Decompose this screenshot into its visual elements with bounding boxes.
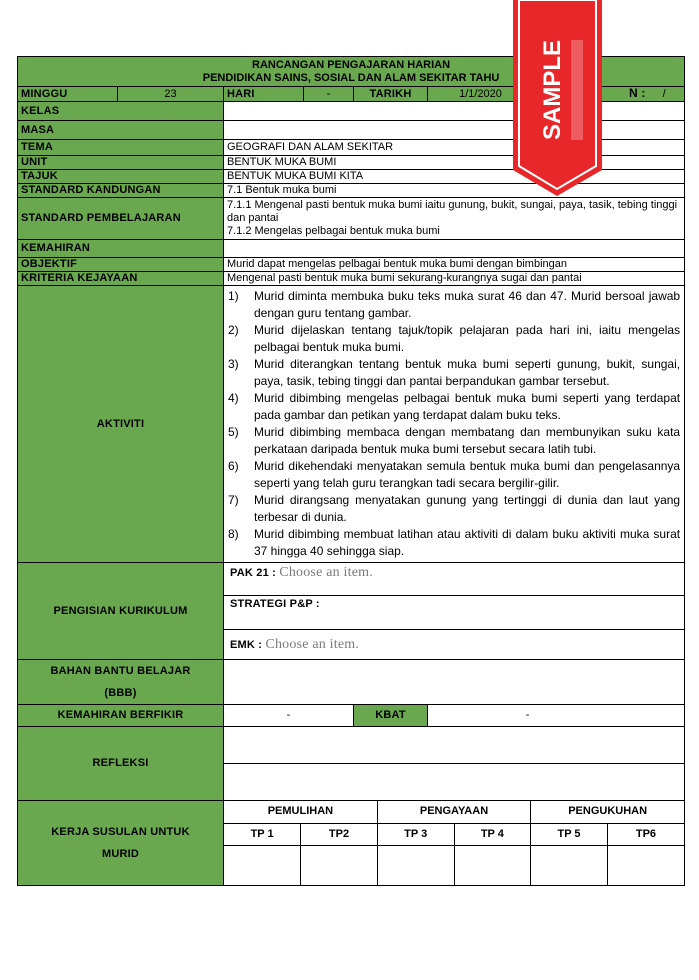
tp6-cell[interactable] [607,845,684,885]
standard-kandungan-label: STANDARD KANDUNGAN [18,184,224,198]
ribbon-shape [513,0,602,196]
pemulihan-header: PEMULIHAN [224,801,377,823]
aktiviti-list [224,286,684,562]
standard-pembelajaran-value[interactable] [224,198,685,240]
strategi-label: STRATEGI P&P : [230,598,320,610]
strategi-row[interactable] [224,596,685,630]
aktiviti-item-number: 6) [228,459,239,473]
aktiviti-item-number: 8) [228,527,239,541]
aktiviti-item-text: Murid dikehendaki menyatakan semula bentuk muka bumi dan pengelasannya seperti yang telah guru terangkan tadi secara bergilir-gilir. [254,459,681,490]
unit-label: UNIT [18,156,224,170]
tema-value[interactable]: GEOGRAFI DAN ALAM SEKITAR [224,140,685,156]
refleksi-label: REFLEKSI [18,727,224,801]
tp4-cell[interactable] [454,845,531,885]
tarikh-label: TARIKH [354,87,428,102]
aktiviti-item-text: Murid diminta membuka buku teks muka surat 46 dan 47. Murid bersoal jawab dengan guru tentang gambar. [254,289,681,320]
hari-value[interactable]: - [304,87,354,102]
aktiviti-item [228,322,680,356]
masa-short-value: / [662,88,666,100]
tp6-header: TP6 [607,823,684,845]
bbb-label-line2: (BBB) [104,687,137,699]
aktiviti-item-number: 1) [228,289,239,303]
aktiviti-item-number: 2) [228,323,239,337]
aktiviti-item-number: 4) [228,391,239,405]
minggu-label: MINGGU [18,87,118,102]
bbb-value[interactable] [224,660,685,705]
kerja-susulan-line1: KERJA SUSULAN UNTUK [51,826,190,838]
kelas-label: KELAS [18,102,224,121]
aktiviti-content[interactable] [224,286,685,563]
bbb-label [18,660,224,705]
tp3-cell[interactable] [377,845,454,885]
pengayaan-header: PENGAYAAN [377,801,530,823]
aktiviti-item-text: Murid dibimbing membaca dengan membatang dan membunyikan suku kata perkataan daripada bentuk muka bumi tersebut secara latih tubi. [254,425,681,456]
refleksi-value-1[interactable] [224,727,685,764]
objektif-label: OBJEKTIF [18,258,224,272]
pak21-label: PAK 21 : [230,567,277,579]
pengisian-kurikulum-label: PENGISIAN KURIKULUM [18,563,224,660]
aktiviti-item [228,390,680,424]
standard-kandungan-value[interactable]: 7.1 Bentuk muka bumi [224,184,685,198]
kemahiran-label: KEMAHIRAN [18,240,224,258]
aktiviti-item [228,492,680,526]
masa-value[interactable] [224,121,685,140]
emk-row[interactable] [224,630,685,660]
tp2-header: TP2 [301,823,378,845]
kemahiran-berfikir-value[interactable]: - [224,705,354,727]
aktiviti-item-text: Murid dirangsang menyatakan gunung yang tertinggi di dunia dan laut yang terbesar di dunia. [254,493,681,524]
kemahiran-berfikir-label: KEMAHIRAN BERFIKIR [18,705,224,727]
standard-pembelajaran-label: STANDARD PEMBELAJARAN [18,198,224,240]
tp5-header: TP 5 [531,823,608,845]
aktiviti-item [228,356,680,390]
kelas-value[interactable] [224,102,685,121]
kbat-label: KBAT [354,705,428,727]
objektif-value[interactable]: Murid dapat mengelas pelbagai bentuk muka bumi dengan bimbingan [224,258,685,272]
sample-ribbon [513,0,602,196]
refleksi-value-2[interactable] [224,764,685,801]
kerja-susulan-grid [224,801,685,886]
aktiviti-item-text: Murid dibimbing membuat latihan atau aktiviti di dalam buku aktiviti muka surat 37 hingga 40 sehingga siap. [254,527,681,558]
kerja-susulan-line2: MURID [101,848,140,860]
emk-label: EMK : [230,638,263,651]
tajuk-value[interactable]: BENTUK MUKA BUMI KITA [224,170,685,184]
aktiviti-item-text: Murid diterangkan tentang bentuk muka bumi seperti gunung, bukit, sungai, paya, tasik, tebing tinggi dan pantai berpandukan gambar tersebut. [254,357,681,388]
bbb-label-line1: BAHAN BANTU BELAJAR [50,665,191,677]
unit-value[interactable]: BENTUK MUKA BUMI [224,156,685,170]
aktiviti-item [228,288,680,322]
tajuk-label: TAJUK [18,170,224,184]
masa-label: MASA [18,121,224,140]
tp1-header: TP 1 [224,823,301,845]
kerja-susulan-label [18,801,224,886]
sp-item-1: 7.1.1 Mengenal pasti bentuk muka bumi iaitu gunung, bukit, sungai, paya, tasik, tebing tinggi dan pantai [227,199,678,224]
kriteria-value[interactable]: Mengenal pasti bentuk muka bumi sekurang-kurangnya sugai dan pantai [224,272,685,286]
pengukuhan-header: PENGUKUHAN [531,801,684,823]
aktiviti-item [228,458,680,492]
sample-watermark-text: SAMPLE [539,39,566,141]
pak21-dropdown[interactable]: Choose an item. [279,565,373,580]
hari-label: HARI [224,87,304,102]
tp-table [224,801,684,885]
tp3-header: TP 3 [377,823,454,845]
tp4-header: TP 4 [454,823,531,845]
tp5-cell[interactable] [531,845,608,885]
aktiviti-item-text: Murid dijelaskan tentang tajuk/topik pelajaran pada hari ini, iaitu mengelas pelbagai bentuk muka bumi. [254,323,681,354]
tarikh-value[interactable]: 1/1/2020 [428,87,534,102]
kemahiran-value[interactable] [224,240,685,258]
aktiviti-item [228,526,680,560]
pak21-row[interactable] [224,563,685,596]
kbat-value[interactable]: - [428,705,685,727]
aktiviti-item-number: 5) [228,425,239,439]
aktiviti-item [228,424,680,458]
ribbon-stripe [571,40,583,140]
minggu-value[interactable]: 23 [118,87,224,102]
kriteria-label: KRITERIA KEJAYAAN [18,272,224,286]
tema-label: TEMA [18,140,224,156]
aktiviti-item-text: Murid dibimbing mengelas pelbagai bentuk muka bumi seperti yang terdapat pada gambar dan petikan yang terdapat dalam buku teks. [254,391,681,422]
sp-item-2: 7.1.2 Mengelas pelbagai bentuk muka bumi [227,225,440,237]
tp1-cell[interactable] [224,845,301,885]
emk-dropdown[interactable]: Choose an item. [265,636,360,652]
form-title: RANCANGAN PENGAJARAN HARIAN [252,58,451,71]
aktiviti-item-number: 7) [228,493,239,507]
aktiviti-item-number: 3) [228,357,239,371]
aktiviti-label: AKTIVITI [18,286,224,563]
form-subtitle: PENDIDIKAN SAINS, SOSIAL DAN ALAM SEKITAR TAHU [202,71,500,84]
masa-short-label: N : [629,86,646,100]
tp2-cell[interactable] [301,845,378,885]
